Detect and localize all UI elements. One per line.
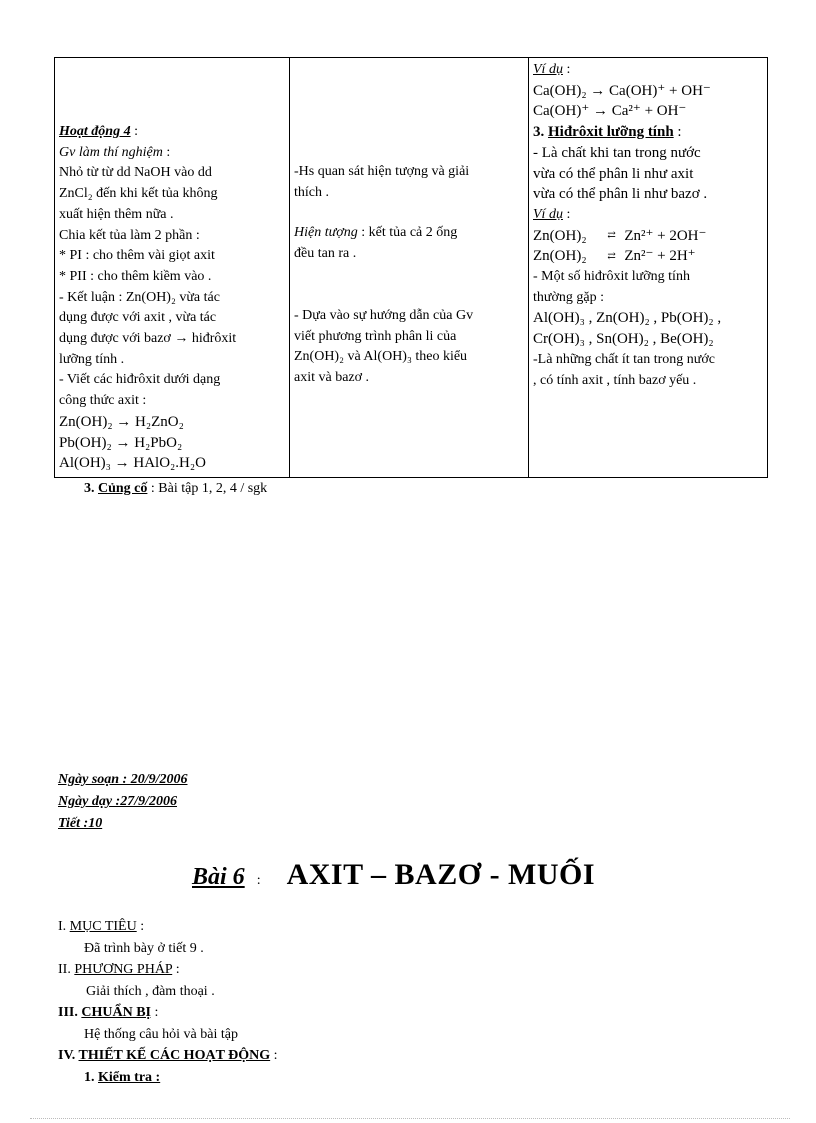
- observe-line: thích .: [294, 184, 329, 200]
- prep-date: Ngày soạn : 20/9/2006: [58, 772, 188, 787]
- definition-line: vừa có thể phân li như axit: [533, 165, 694, 182]
- guide-line: Zn(OH)₂ và Al(OH)₃ theo kiểu: [294, 349, 468, 365]
- section-activities: IV. THIẾT KẾ CÁC HOẠT ĐỘNG :: [58, 1048, 278, 1063]
- section-methods: II. PHƯƠNG PHÁP :: [58, 962, 180, 977]
- lesson-title: Bài 6 : AXIT – BAZƠ - MUỐI: [192, 858, 596, 891]
- equilibrium-line: Zn(OH)₂ ⇄ Zn²⁻ + 2H⁺: [533, 248, 696, 265]
- formula-line: Zn(OH)₂ → H₂ZnO₂: [59, 413, 184, 430]
- equilibrium-line: Zn(OH)₂ ⇄ Zn²⁺ + 2OH⁻: [533, 227, 707, 244]
- page-divider: [30, 1118, 790, 1119]
- part-two-line: * PII : cho thêm kiềm vào .: [59, 268, 212, 284]
- consolidation-line: 3. Củng cố : Bài tập 1, 2, 4 / sgk: [84, 481, 268, 496]
- hydroxide-list: Cr(OH)₃ , Sn(OH)₂ , Be(OH)₂: [533, 331, 714, 348]
- student-activity-cell: [290, 58, 529, 478]
- conclusion-line: dụng được với axit , vừa tác: [59, 310, 217, 326]
- formula-line: Pb(OH)₂ → H₂PbO₂: [59, 434, 183, 451]
- split-line: Chia kết tủa làm 2 phần :: [59, 227, 200, 243]
- phenomenon-line: đều tan ra .: [294, 246, 357, 262]
- hydroxide-list: Al(OH)₃ , Zn(OH)₂ , Pb(OH)₂ ,: [533, 310, 722, 327]
- teach-date: Ngày dạy :27/9/2006: [58, 794, 177, 809]
- guide-line: axit và bazơ .: [294, 369, 370, 385]
- methods-body: Giải thích , đàm thoại .: [86, 984, 215, 999]
- common-line: thường gặp :: [533, 289, 604, 305]
- example-heading: Ví dụ :: [533, 206, 571, 222]
- write-instruction: - Viết các hiđrôxit dưới dạng: [59, 372, 221, 388]
- definition-line: - Là chất khi tan trong nước: [533, 144, 701, 161]
- conclusion-line: lưỡng tính .: [59, 351, 125, 367]
- table-row: [55, 58, 768, 478]
- common-line: - Một số hiđrôxit lưỡng tính: [533, 269, 690, 285]
- example-heading: Ví dụ :: [533, 62, 571, 77]
- activity-heading: Hoạt động 4 :: [59, 124, 138, 139]
- section-preparation: III. CHUẨN BỊ :: [58, 1005, 159, 1020]
- guide-line: - Dựa vào sự hướng dẫn của Gv: [294, 307, 474, 323]
- preparation-body: Hệ thống câu hỏi và bài tập: [84, 1027, 238, 1042]
- observe-line: -Hs quan sát hiện tượng và giải: [294, 164, 470, 179]
- period-number: Tiết :10: [58, 816, 103, 831]
- property-line: -Là những chất ít tan trong nước: [533, 351, 715, 367]
- guide-line: viết phương trình phân li của: [294, 328, 457, 344]
- equilibrium-arrows-icon: ⇄: [607, 230, 616, 242]
- conclusion-line: - Kết luận : Zn(OH)₂ vừa tác: [59, 289, 220, 305]
- lesson-label: Bài 6: [192, 864, 245, 890]
- teacher-label: Gv làm thí nghiệm :: [59, 144, 171, 160]
- step-line: Nhỏ từ từ dd NaOH vào dd: [59, 165, 212, 181]
- formula-line: Al(OH)₃ → HAlO₂.H₂O: [59, 455, 206, 472]
- content-cell: [529, 58, 768, 478]
- step-line: ZnCl₂ đến khi kết tủa không: [59, 186, 218, 202]
- teacher-activity-cell: [55, 58, 290, 478]
- equilibrium-arrows-icon: ⇄: [607, 250, 616, 262]
- write-instruction: công thức axit :: [59, 393, 147, 409]
- objectives-body: Đã trình bày ở tiết 9 .: [84, 941, 204, 956]
- activity-table: [54, 57, 768, 478]
- page-title: AXIT – BAZƠ - MUỐI: [286, 858, 596, 891]
- equation-line: Ca(OH)₂ → Ca(OH)⁺ + OH⁻: [533, 82, 711, 99]
- activities-check: 1. Kiểm tra :: [84, 1070, 161, 1085]
- equation-line: Ca(OH)⁺ → Ca²⁺ + OH⁻: [533, 103, 687, 120]
- step-line: xuất hiện thêm nữa .: [59, 206, 174, 222]
- part-one-line: * PI : cho thêm vài giọt axit: [59, 248, 215, 264]
- conclusion-line: dụng được với bazơ → hiđrôxit: [59, 331, 237, 347]
- definition-line: vừa có thể phân li như bazơ .: [533, 186, 708, 203]
- property-line: , có tính axit , tính bazơ yếu .: [533, 372, 697, 388]
- section-heading: 3. Hiđrôxit lưỡng tính :: [533, 124, 682, 141]
- section-objectives: I. MỤC TIÊU :: [58, 919, 145, 934]
- phenomenon-line: Hiện tượng : kết tủa cả 2 ống: [294, 225, 458, 241]
